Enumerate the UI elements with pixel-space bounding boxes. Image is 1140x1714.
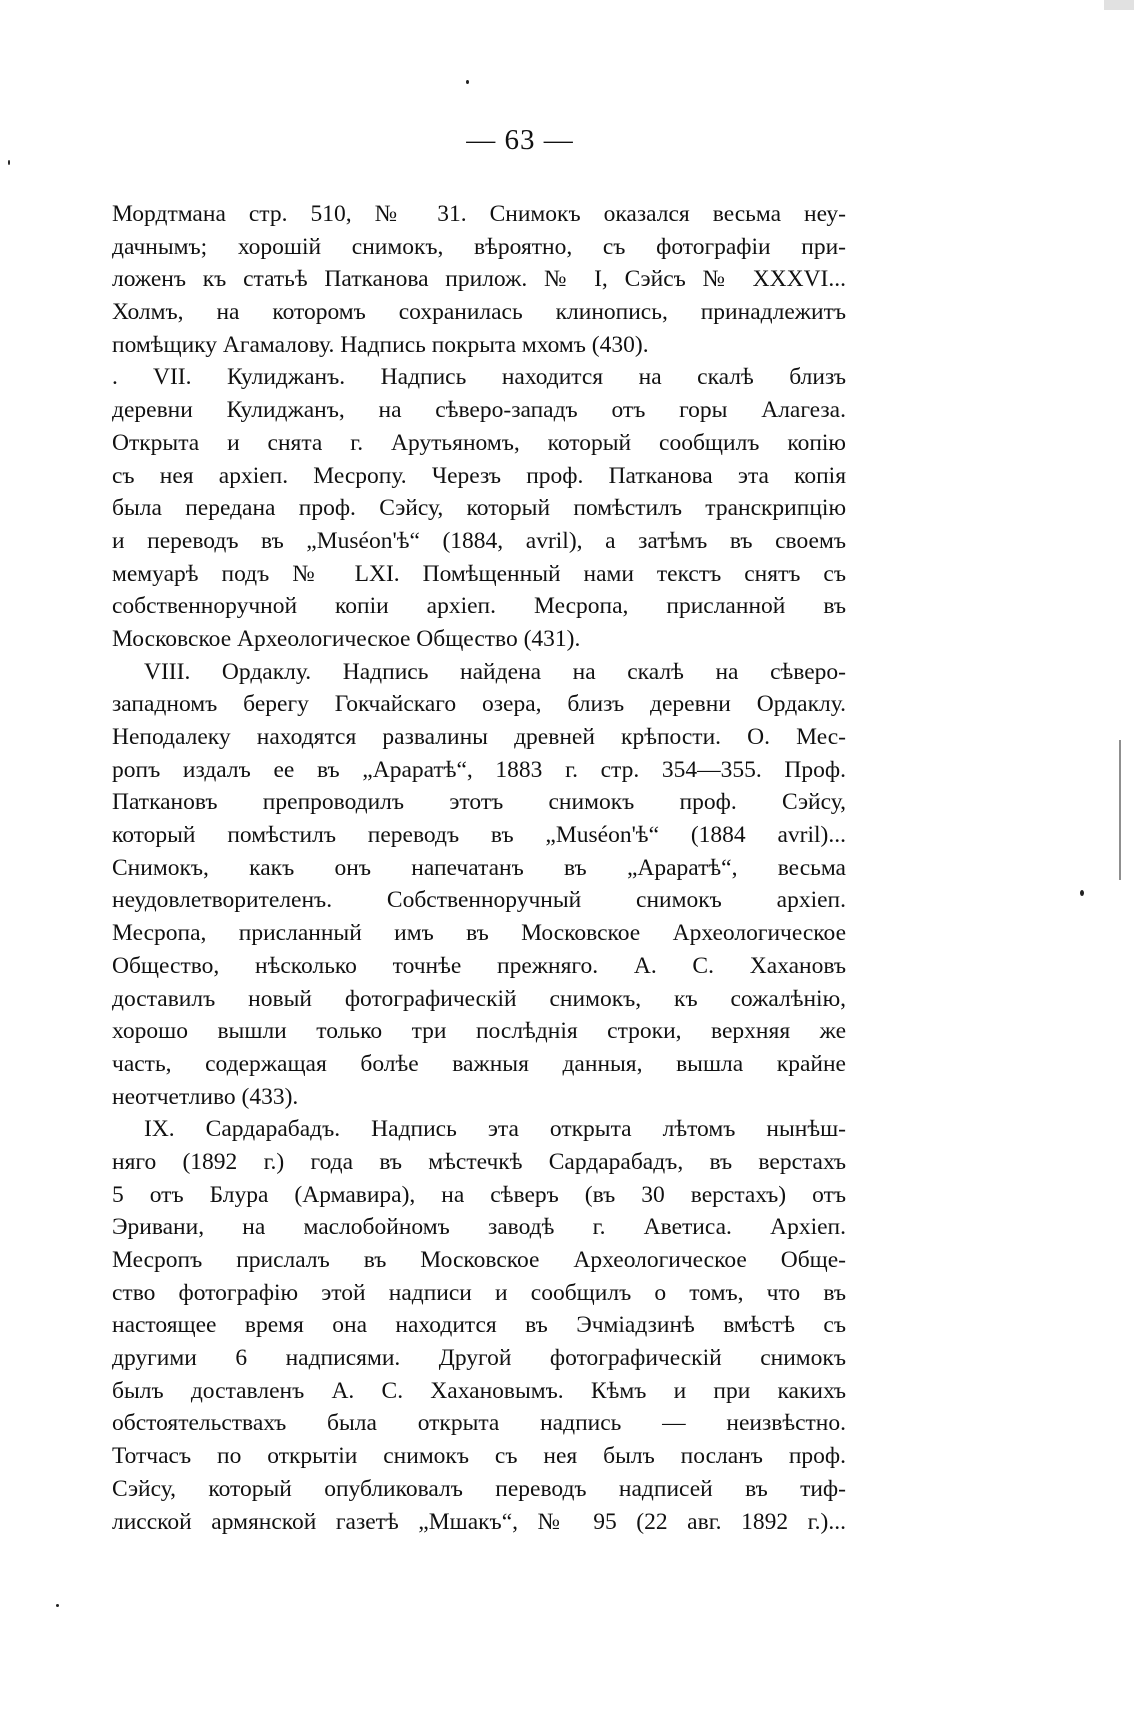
scan-speck — [1080, 890, 1084, 896]
text-line: IX. Сардарабадъ. Надпись эта открыта лѣтомъ нынѣш- — [144, 1116, 846, 1143]
text-line: 5 отъ Блура (Армавира), на сѣверъ (въ 30 верстахъ) отъ — [112, 1181, 846, 1208]
text-line: ство фотографію этой надписи и сообщилъ о томъ, что въ — [112, 1279, 846, 1306]
text-line: Сэйсу, который опубликовалъ переводъ надписей въ тиф- — [112, 1475, 846, 1502]
text-line: западномъ берегу Гокчайскаго озера, близъ деревни Ордаклу. — [112, 691, 846, 718]
text-line: дачнымъ; хорошій снимокъ, вѣроятно, съ фотографіи при- — [112, 233, 846, 260]
text-line: Тотчасъ по открытіи снимокъ съ нея былъ посланъ проф. — [112, 1443, 846, 1470]
scan-speck — [466, 80, 469, 84]
page-number: — 63 — — [466, 124, 574, 156]
text-line: VIII. Ордаклу. Надпись найдена на скалѣ на сѣверо- — [144, 658, 846, 685]
text-line: . VII. Кулиджанъ. Надпись находится на скалѣ близъ — [112, 364, 846, 391]
body-text — [112, 198, 846, 1538]
text-line: ропъ издалъ ее въ „Араратѣ“, 1883 г. стр. 354—355. Проф. — [112, 756, 846, 783]
text-line: Эривани, на маслобойномъ заводѣ г. Аветиса. Архіеп. — [112, 1214, 846, 1241]
text-line: Месропъ прислалъ въ Московское Археологическое Обще- — [112, 1247, 846, 1273]
text-line: Холмъ, на которомъ сохранилась клинопись, принадлежитъ — [112, 299, 846, 326]
text-line: доставилъ новый фотографическій снимокъ, къ сожалѣнію, — [112, 985, 846, 1012]
text-line: и переводъ въ „Muséon'ѣ“ (1884, avril), а затѣмъ въ своемъ — [112, 527, 846, 554]
text-line: собственноручной копіи архіеп. Месропа, присланной въ — [112, 593, 846, 620]
text-line: хорошо вышли только три послѣднія строки, верхняя же — [112, 1018, 846, 1045]
text-line: помѣщику Агамалову. Надпись покрыта мхомъ (430). — [112, 331, 649, 358]
scan-edge-mark — [1104, 0, 1134, 10]
text-line: ложенъ къ статьѣ Патканова прилож. № I, Сэйсъ № XXXVI... — [112, 266, 846, 293]
text-line: обстоятельствахъ была открыта надпись — неизвѣстно. — [112, 1410, 846, 1437]
text-line: Месропа, присланный имъ въ Московское Археологическое — [112, 920, 846, 947]
text-line: неотчетливо (433). — [112, 1083, 299, 1110]
text-line: лисской армянской газетѣ „Мшакъ“, № 95 (22 авг. 1892 г.)... — [112, 1508, 846, 1535]
text-line: Мордтмана стр. 510, № 31. Снимокъ оказался весьма неу- — [112, 201, 846, 227]
text-line: часть, содержащая болѣе важныя данныя, вышла крайне — [112, 1050, 846, 1077]
scan-speck — [8, 160, 10, 165]
scan-speck — [56, 1604, 59, 1607]
text-line: няго (1892 г.) года въ мѣстечкѣ Сардарабадъ, въ верстахъ — [112, 1148, 846, 1175]
text-line: который помѣстилъ переводъ въ „Muséon'ѣ“ (1884 avril)... — [112, 822, 846, 849]
text-line: деревни Кулиджанъ, на сѣверо-западъ отъ горы Алагеза. — [112, 397, 846, 424]
text-line: настоящее время она находится въ Эчміадзинѣ вмѣстѣ съ — [112, 1312, 846, 1339]
text-line: былъ доставленъ А. С. Хахановымъ. Кѣмъ и при какихъ — [112, 1377, 846, 1404]
text-line: Общество, нѣсколько точнѣе прежняго. А. С. Хахановъ — [112, 952, 846, 979]
text-line: другими 6 надписями. Другой фотографическій снимокъ — [112, 1345, 846, 1372]
text-line: неудовлетворителенъ. Собственноручный снимокъ архіеп. — [112, 887, 846, 914]
text-line: Снимокъ, какъ онъ напечатанъ въ „Араратѣ“, весьма — [112, 854, 846, 881]
text-line: Неподалеку находятся развалины древней крѣпости. О. Мес- — [112, 724, 846, 750]
text-line: Открыта и снята г. Арутьяномъ, который сообщилъ копію — [112, 429, 846, 456]
scan-edge-mark — [1119, 740, 1121, 880]
text-line: мемуарѣ подъ № LXI. Помѣщенный нами текстъ снятъ съ — [112, 560, 846, 587]
text-line: съ нея архіеп. Месропу. Черезъ проф. Патканова эта копія — [112, 462, 846, 489]
text-line: Московское Археологическое Общество (431). — [112, 625, 581, 652]
text-line: была передана проф. Сэйсу, который помѣстилъ транскрипцію — [112, 495, 846, 522]
text-line: Паткановъ препроводилъ этотъ снимокъ проф. Сэйсу, — [112, 789, 846, 816]
